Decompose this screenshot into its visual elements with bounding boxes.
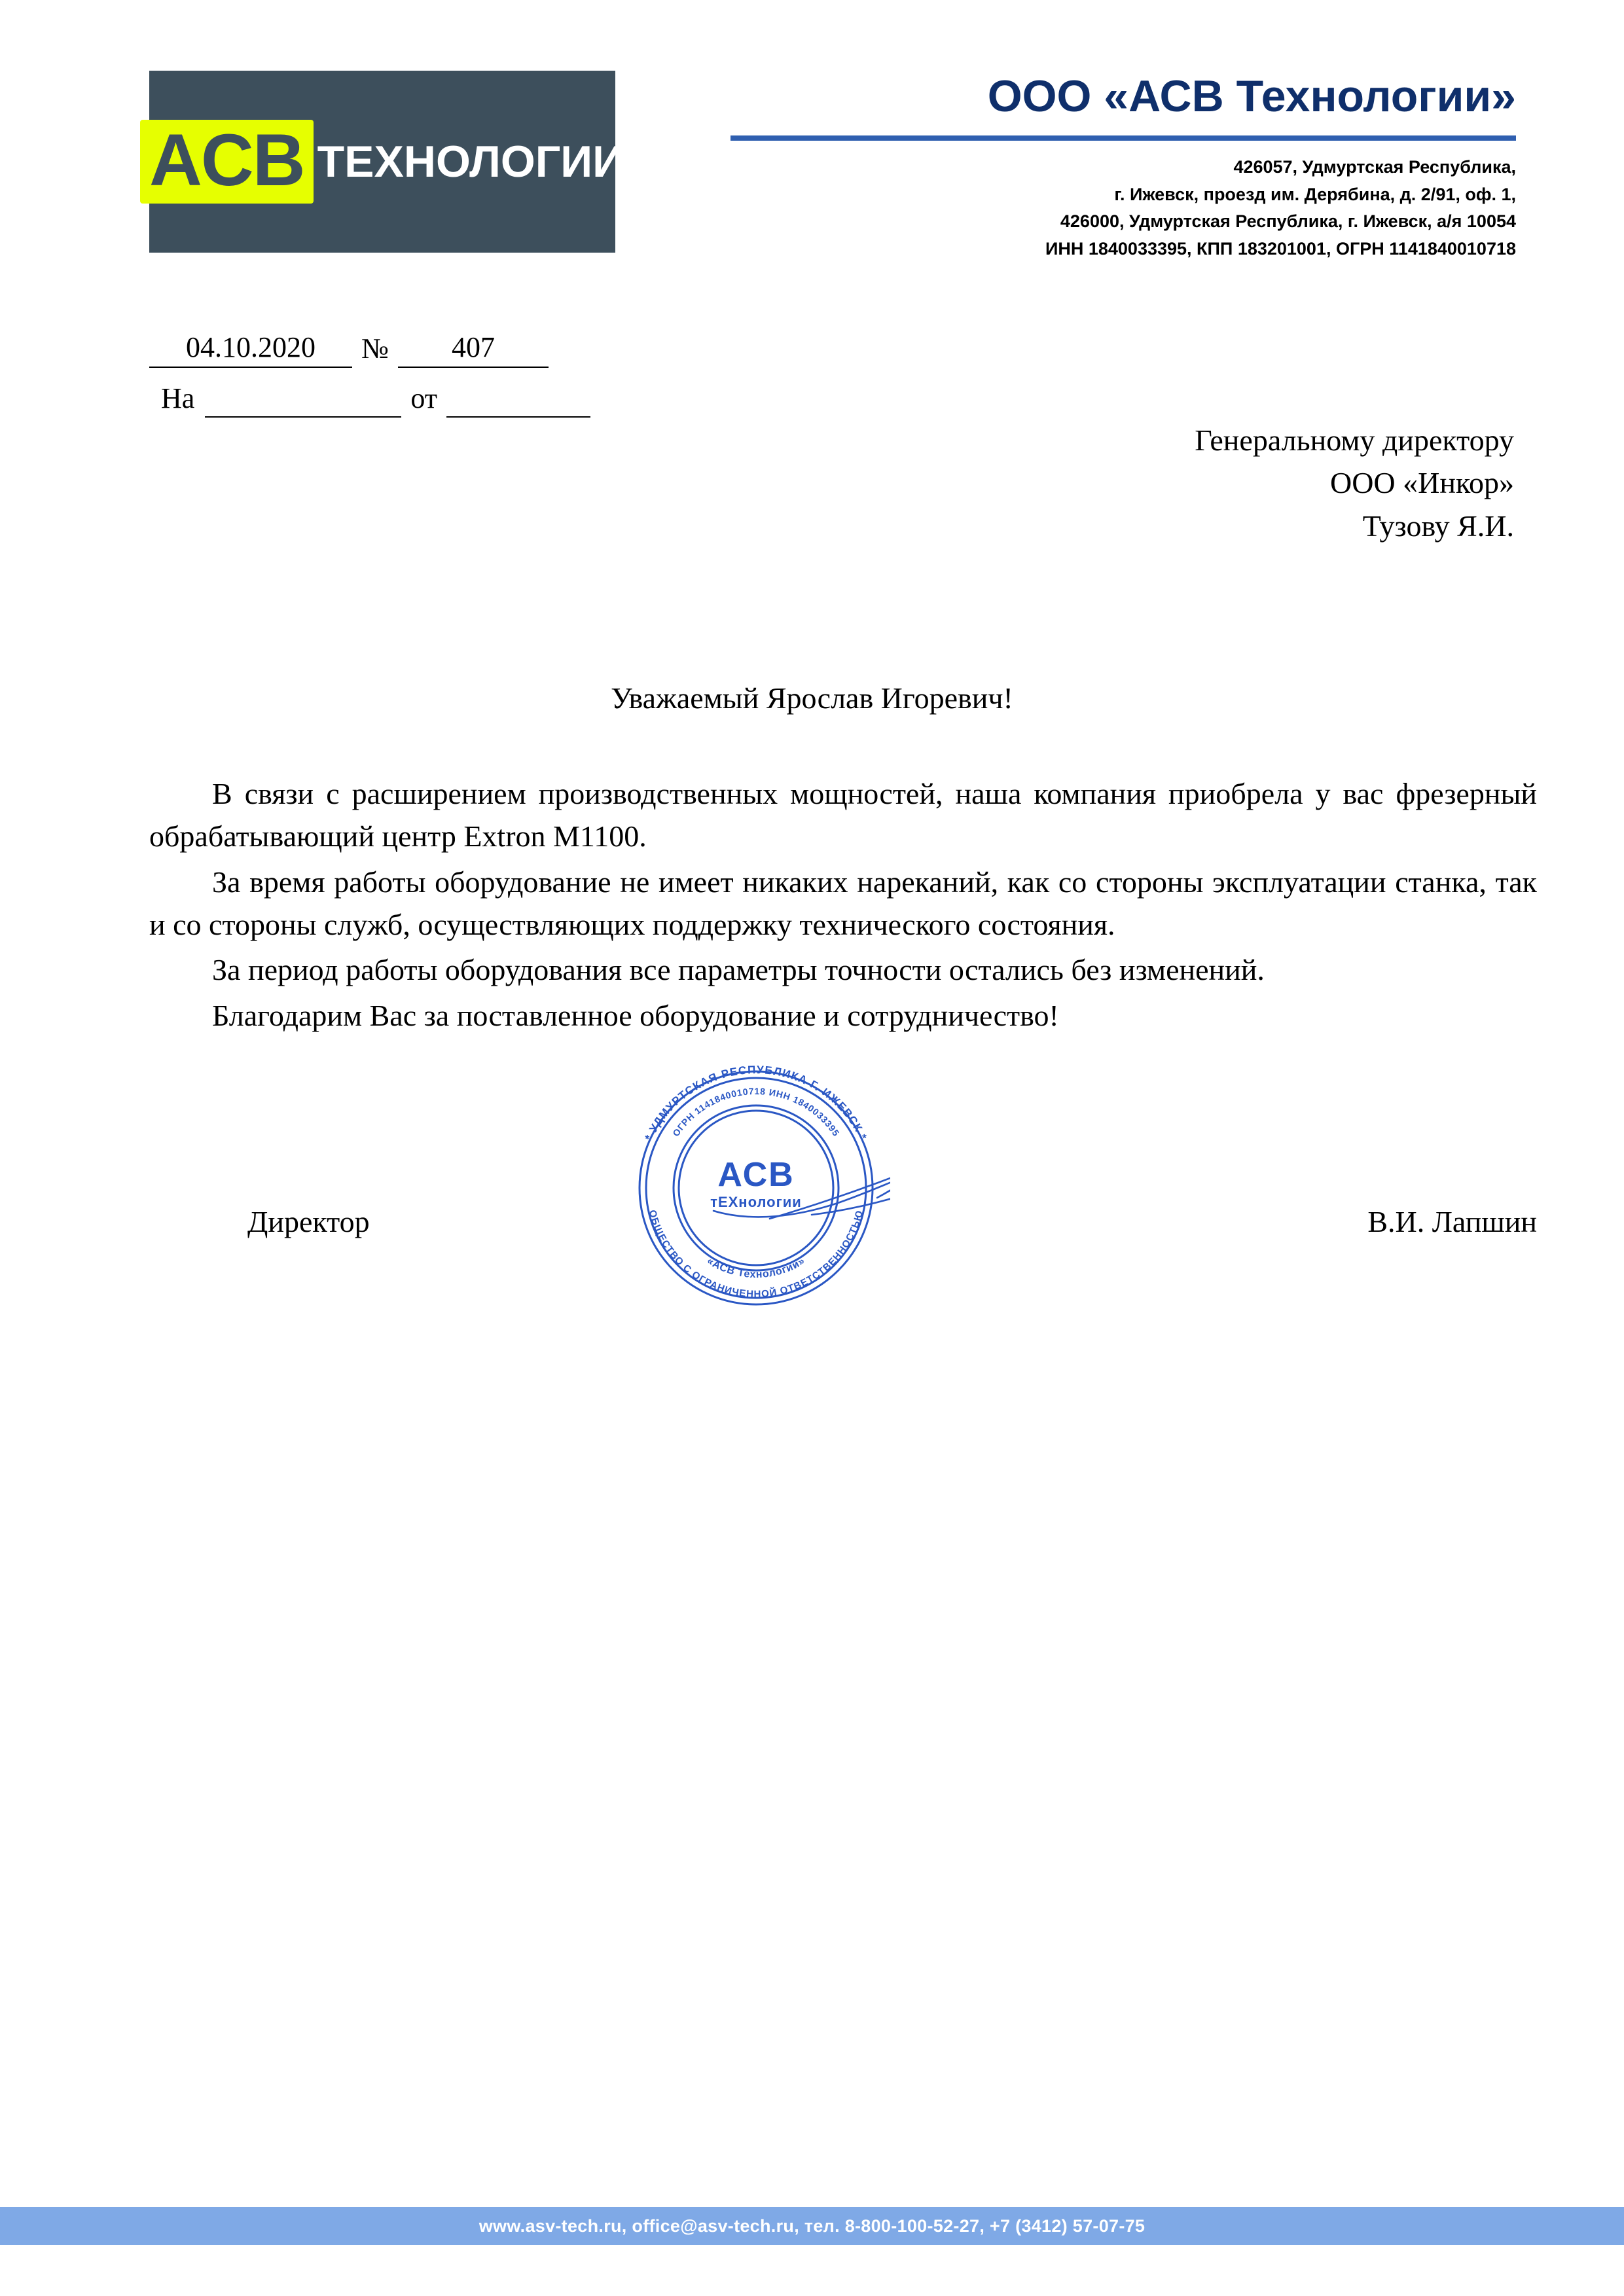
greeting: Уважаемый Ярослав Игоревич!	[611, 681, 1013, 715]
letter-body	[149, 772, 1537, 1039]
addressee-line-2: ООО «Инкор»	[1329, 466, 1514, 500]
addressee-line-1: Генеральному директору	[1195, 423, 1514, 457]
company-logo	[149, 71, 625, 253]
body-paragraph-3: За период работы оборудования все параметры точности остались без изменений.	[212, 953, 1265, 987]
svg-text:* УДМУРТСКАЯ РЕСПУБЛИКА Г. ИЖЕ: * УДМУРТСКАЯ РЕСПУБЛИКА Г. ИЖЕВСК *	[642, 1063, 870, 1143]
address-line-4: ИНН 1840033395, КПП 183201001, ОГРН 1141840010718	[1045, 239, 1516, 259]
addressee-block	[925, 419, 1514, 547]
from-value	[446, 385, 590, 418]
logo-word-technologies: ТЕХНОЛОГИИ	[317, 137, 625, 187]
letterhead	[0, 65, 1624, 262]
reply-value	[205, 385, 401, 418]
letter-reference-row-1	[149, 321, 647, 368]
letter-reference-block	[149, 321, 647, 418]
letter-date: 04.10.2020	[149, 331, 352, 368]
footer-bar	[0, 2207, 1624, 2245]
logo-mark-acb: ACB	[140, 120, 314, 204]
company-name: ООО «АСВ Технологии»	[987, 71, 1516, 121]
svg-text:«АСВ Технологии»: «АСВ Технологии»	[704, 1255, 808, 1281]
signature-name: В.И. Лапшин	[1367, 1205, 1537, 1238]
body-paragraph-4: Благодарим Вас за поставленное оборудование и сотрудничество!	[212, 998, 1059, 1032]
letter-reference-row-2	[149, 370, 647, 418]
svg-text:ОГРН 1141840010718 ИНН 1840033: ОГРН 1141840010718 ИНН 1840033395	[670, 1086, 842, 1139]
from-label: от	[410, 382, 437, 414]
company-address	[731, 154, 1516, 263]
reply-label: На	[161, 382, 195, 414]
address-line-2: г. Ижевск, проезд им. Дерябина, д. 2/91, оф. 1,	[1114, 184, 1516, 204]
svg-text:ОБЩЕСТВО С ОГРАНИЧЕННОЙ ОТВЕТС: ОБЩЕСТВО С ОГРАНИЧЕННОЙ ОТВЕТСТВЕННОСТЬЮ	[646, 1208, 866, 1300]
header-rule-thick	[731, 135, 1516, 141]
number-symbol: №	[361, 332, 389, 365]
body-paragraph-2: За время работы оборудование не имеет никаких нареканий, как со стороны эксплуатации станка, так и со стороны служб, осуществляющих поддержку технического состояния.	[149, 865, 1537, 941]
logo-inner	[140, 120, 624, 204]
address-line-3: 426000, Удмуртская Республика, г. Ижевск, а/я 10054	[1060, 211, 1516, 232]
address-line-1: 426057, Удмуртская Республика,	[1233, 156, 1516, 177]
addressee-line-3: Тузову Я.И.	[1362, 509, 1514, 543]
body-paragraph-1: В связи с расширением производственных мощностей, наша компания приобрела у вас фрезерный обрабатывающий центр Extron M1100.	[149, 777, 1537, 853]
svg-text:тЕХнологии: тЕХнологии	[710, 1194, 802, 1210]
signature-title: Директор	[247, 1205, 370, 1238]
letter-number: 407	[398, 331, 549, 368]
company-stamp	[615, 1047, 890, 1335]
svg-text:АСВ: АСВ	[717, 1156, 795, 1194]
company-info	[731, 72, 1516, 263]
footer-contacts: www.asv-tech.ru, office@asv-tech.ru, тел. 8-800-100-52-27, +7 (3412) 57-07-75	[478, 2215, 1146, 2236]
